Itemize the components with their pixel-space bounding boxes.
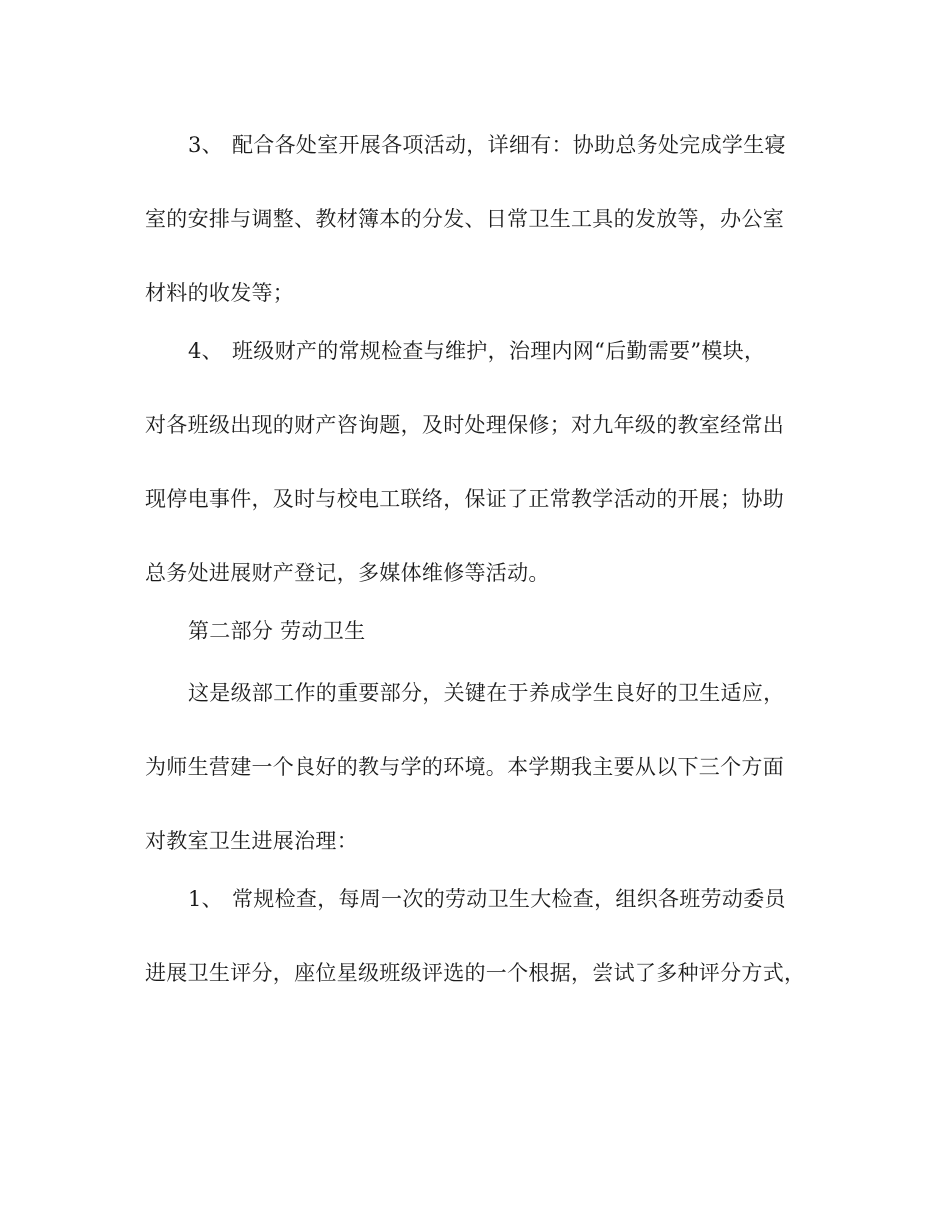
section-heading: 第二部分 劳动卫生 xyxy=(188,619,366,643)
intro-line-2: 为师生营建一个良好的教与学的环境。本学期我主要从以下三个方面 xyxy=(145,755,784,779)
item-3-line-1: 配合各处室开展各项活动，详细有：协助总务处完成学生寝 xyxy=(232,133,786,157)
item-3-line-3: 材料的收发等； xyxy=(145,281,295,305)
intro-line-3: 对教室卫生进展治理： xyxy=(145,829,358,853)
item-1-number: 1、 xyxy=(188,887,223,911)
item-1-line-1: 常规检查，每周一次的劳动卫生大检查，组织各班劳动委员 xyxy=(232,887,786,911)
intro-line-1: 这是级部工作的重要部分，关键在于养成学生良好的卫生适应， xyxy=(188,681,785,705)
item-4-line-4: 总务处进展财产登记，多媒体维修等活动。 xyxy=(145,561,550,585)
item-4-line-3: 现停电事件，及时与校电工联络，保证了正常教学活动的开展；协助 xyxy=(145,487,784,511)
item-4-first-line xyxy=(188,338,765,364)
item-1-line-2: 进展卫生评分，座位星级班级评选的一个根据，尝试了多种评分方式， xyxy=(145,961,806,985)
item-3-number: 3、 xyxy=(188,133,223,157)
item-3-first-line xyxy=(188,132,786,158)
item-3-line-2: 室的安排与调整、教材簿本的分发、日常卫生工具的发放等，办公室 xyxy=(145,207,784,231)
item-4-line-1: 班级财产的常规检查与维护，治理内网“后勤需要”模块， xyxy=(232,339,766,363)
item-4-line-2: 对各班级出现的财产咨询题，及时处理保修；对九年级的教室经常出 xyxy=(145,413,784,437)
item-4-number: 4、 xyxy=(188,339,223,363)
item-1-first-line xyxy=(188,886,786,912)
